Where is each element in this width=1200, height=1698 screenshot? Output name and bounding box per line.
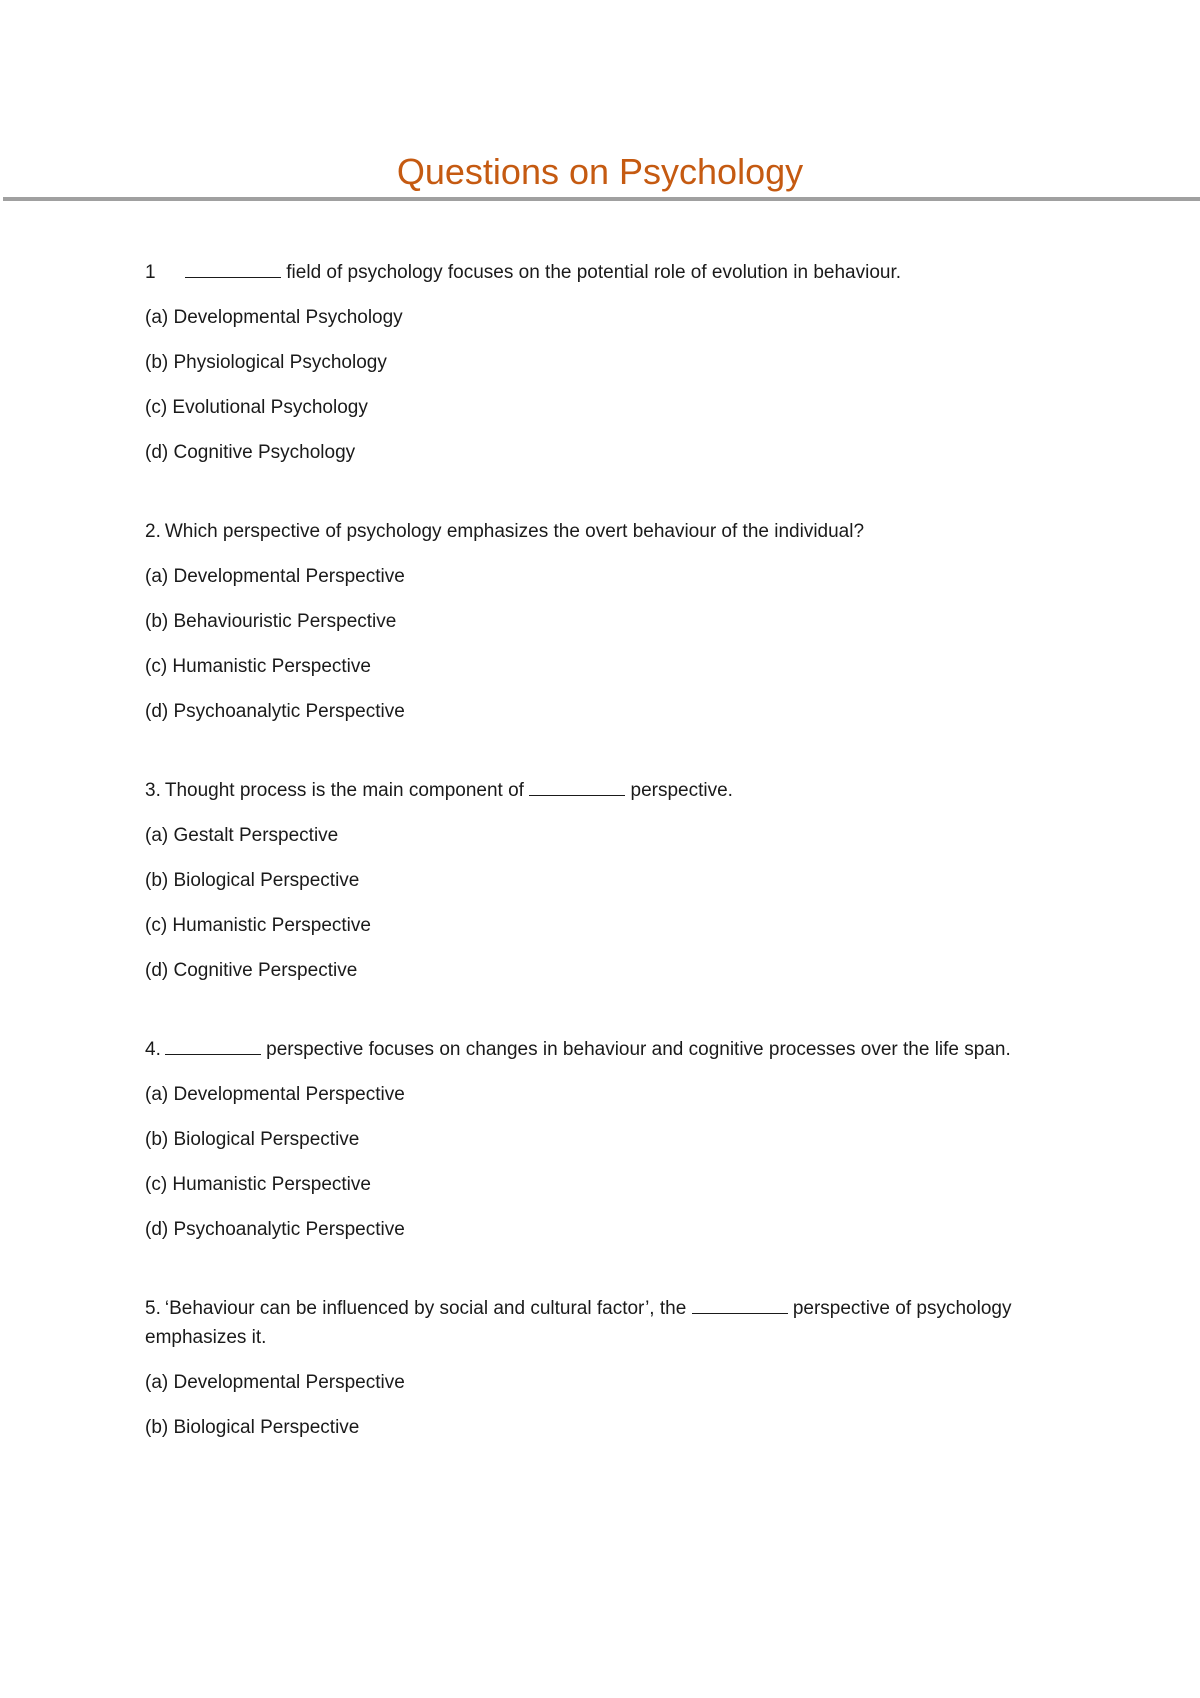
option-b: (b) Behaviouristic Perspective	[145, 611, 397, 632]
question-1	[145, 258, 1025, 467]
question-3-text	[145, 776, 1025, 805]
option-c: (c) Humanistic Perspective	[145, 915, 371, 936]
question-5	[145, 1294, 1025, 1442]
option-b: (b) Biological Perspective	[145, 1129, 360, 1150]
question-text-after: perspective.	[625, 780, 733, 801]
question-text-after: field of psychology focuses on the potential role of evolution in behaviour.	[281, 262, 902, 283]
fill-in-blank	[165, 1036, 261, 1055]
option-b: (b) Physiological Psychology	[145, 352, 387, 373]
question-text-after: perspective focuses on changes in behaviour and cognitive processes over the life span.	[260, 1039, 1011, 1060]
option-a: (a) Developmental Perspective	[145, 1372, 405, 1393]
question-number: 2.	[145, 521, 161, 542]
option-a: (a) Developmental Perspective	[145, 566, 405, 587]
question-text-after: perspective of psychology emphasizes it.	[145, 1298, 1012, 1348]
question-2-text	[145, 517, 1025, 546]
fill-in-blank	[529, 777, 625, 796]
option-list	[145, 562, 1025, 726]
question-4	[145, 1035, 1025, 1244]
option-d: (d) Psychoanalytic Perspective	[145, 701, 405, 722]
question-text-before: Thought process is the main component of	[164, 780, 530, 801]
question-number: 5.	[145, 1298, 161, 1319]
option-b: (b) Biological Perspective	[145, 870, 360, 891]
option-list	[145, 821, 1025, 985]
option-d: (d) Psychoanalytic Perspective	[145, 1219, 405, 1240]
option-a: (a) Developmental Perspective	[145, 1084, 405, 1105]
question-text-before: ‘Behaviour can be influenced by social and cultural factor’, the	[164, 1298, 692, 1319]
question-number: 1	[145, 262, 156, 283]
title-divider	[3, 197, 1200, 201]
option-c: (c) Humanistic Perspective	[145, 656, 371, 677]
option-list	[145, 1368, 1025, 1442]
question-list	[145, 258, 1025, 1492]
question-5-text	[145, 1294, 1025, 1352]
option-list	[145, 303, 1025, 467]
question-2	[145, 517, 1025, 726]
question-number: 3.	[145, 780, 161, 801]
option-c: (c) Evolutional Psychology	[145, 397, 368, 418]
question-1-text	[145, 258, 1025, 287]
option-b: (b) Biological Perspective	[145, 1417, 360, 1438]
fill-in-blank	[692, 1295, 788, 1314]
page-title: Questions on Psychology	[396, 151, 804, 192]
question-3	[145, 776, 1025, 985]
option-a: (a) Developmental Psychology	[145, 307, 403, 328]
option-list	[145, 1080, 1025, 1244]
question-4-text	[145, 1035, 1025, 1064]
question-number: 4.	[145, 1039, 161, 1060]
option-d: (d) Cognitive Psychology	[145, 442, 356, 463]
option-d: (d) Cognitive Perspective	[145, 960, 358, 981]
fill-in-blank	[185, 259, 281, 278]
question-text: Which perspective of psychology emphasizes the overt behaviour of the individual?	[164, 521, 865, 542]
option-a: (a) Gestalt Perspective	[145, 825, 339, 846]
option-c: (c) Humanistic Perspective	[145, 1174, 371, 1195]
